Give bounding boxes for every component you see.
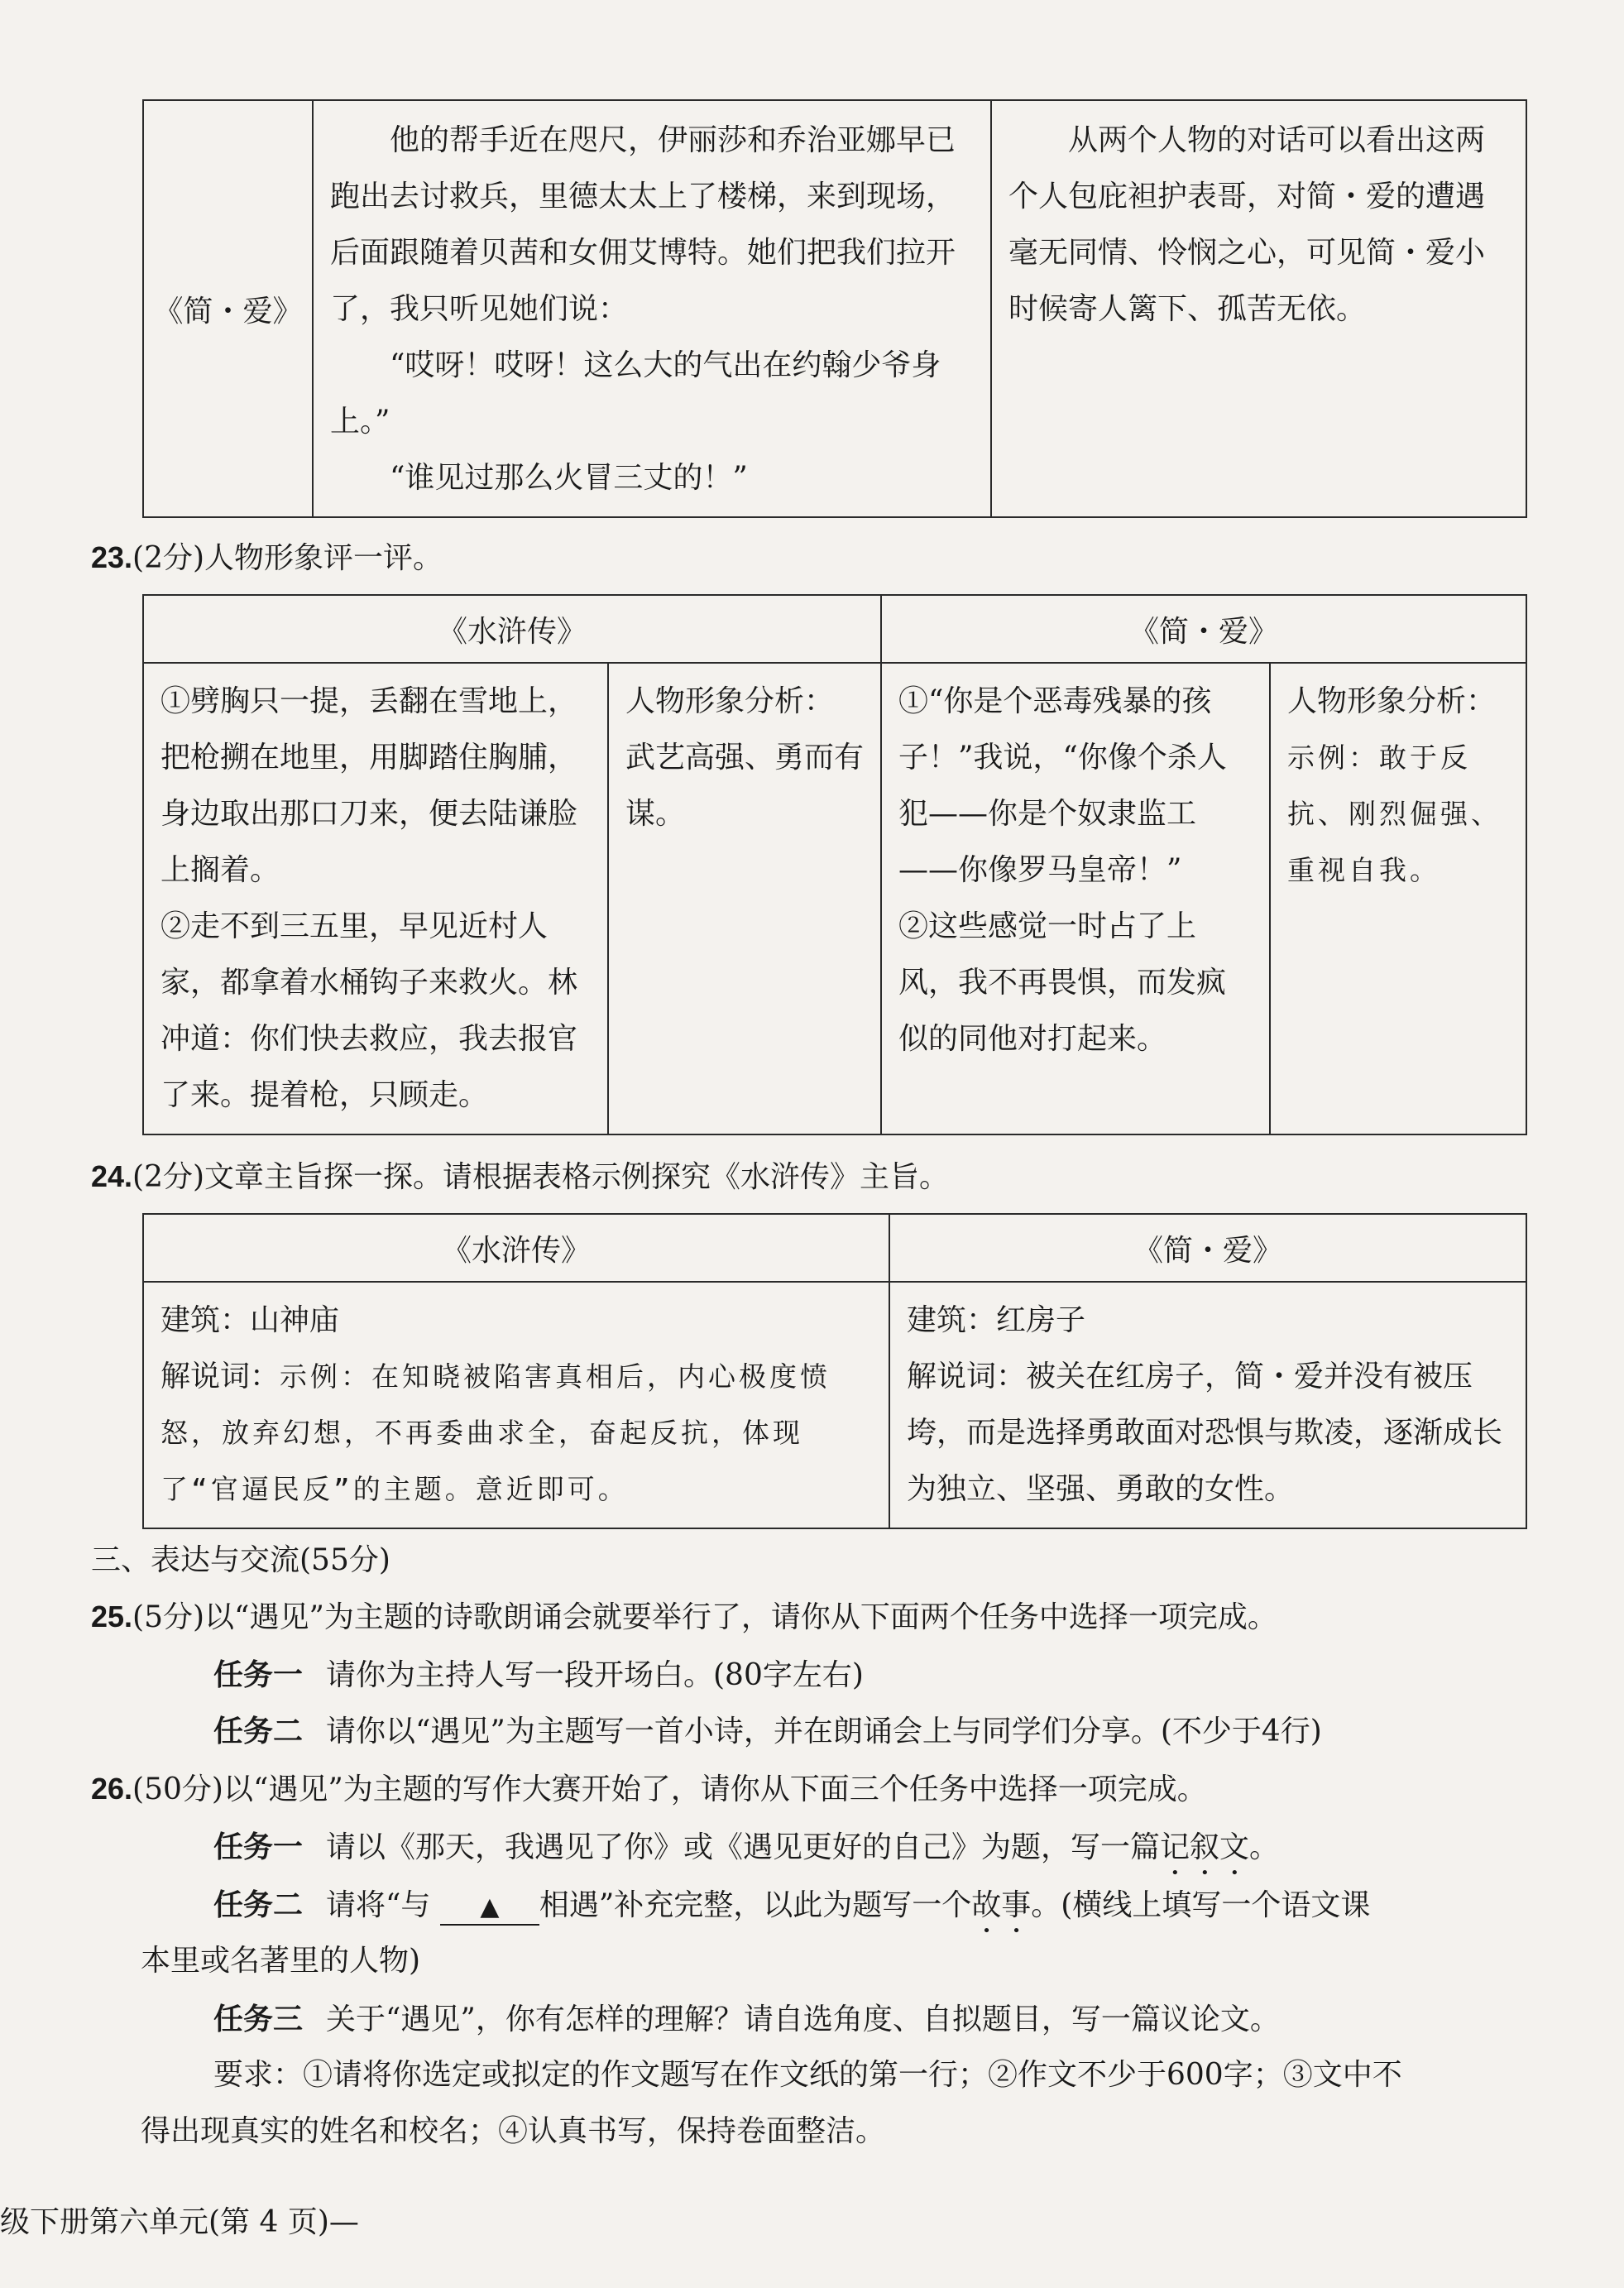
q26-req2: 得出现真实的姓名和校名；④认真书写，保持卷面整洁。: [141, 2114, 886, 2148]
q24-prompt: 24.(2分)文章主旨探一探。请根据表格示例探究《水浒传》主旨。: [91, 1159, 950, 1194]
q25-task2: 任务二 请你以“遇见”为主题写一首小诗，并在朗诵会上与同学们分享。(不少于4行): [213, 1714, 1322, 1748]
excerpt-p3: “谁见过那么火冒三丈的！”: [390, 461, 748, 495]
q24-shz-explain: 解说词：示例：在知晓被陷害真相后，内心极度愤怒，放弃幻想，不再委曲求全，奋起反抗，体现了“官逼民反”的主题。意近即可。: [160, 1360, 831, 1505]
excerpt-p2: “哎呀！哎呀！这么大的气出在约翰少爷身上。”: [330, 348, 941, 439]
fill-blank: [440, 1891, 539, 1926]
q23-shz-analysis-label: 人物形象分析：: [625, 684, 835, 718]
q24-shz-answer: 示例：在知晓被陷害真相后，内心极度愤怒，放弃幻想，不再委曲求全，奋起反抗，体现了“官逼民反”的主题。意近即可。: [160, 1360, 831, 1505]
excerpt-cell: [313, 100, 991, 517]
q23-jane-analysis-label: 人物形象分析：: [1287, 684, 1497, 718]
q23-number: 23.: [91, 540, 133, 574]
q23-shz-analysis: 武艺高强、勇而有谋。: [625, 741, 865, 831]
q25-task1: 任务一 请你为主持人写一段开场白。(80字左右): [213, 1657, 864, 1692]
excerpt-p1: 他的帮手近在咫尺，伊丽莎和乔治亚娜早已跑出去讨救兵，里德太太上了楼梯，来到现场，后面跟随着贝茜和女佣艾博特。她们把我们拉开了，我只听见她们说：: [330, 123, 956, 326]
q24-jane-cell: [889, 1282, 1526, 1528]
q24-shz-cell: [143, 1282, 889, 1528]
q24-table: [142, 1213, 1527, 1529]
q23-shz-p1: ①劈胸只一提，丢翻在雪地上，把枪搠在地里，用脚踏住胸脯，身边取出那口刀来，便去陆谦脸上搁着。: [160, 684, 578, 887]
analysis-text: 从两个人物的对话可以看出这两个人包庇袒护表哥，对简・爱的遭遇毫无同情、怜悯之心，可见简・爱小时候寄人篱下、孤苦无依。: [1008, 123, 1486, 326]
q26-number: 26.: [91, 1772, 133, 1806]
q24-header-shz: 《水浒传》: [143, 1214, 889, 1282]
q23-shz-analysis-cell: [608, 663, 881, 1134]
q23-jane-analysis: 示例：敢于反抗、刚烈倔强、重视自我。: [1287, 741, 1502, 886]
q23-jane-text-cell: [881, 663, 1270, 1134]
q26-task1: 任务一 请以《那天，我遇见了你》或《遇见更好的自己》为题，写一篇记叙文。: [213, 1830, 1280, 1864]
q24-number: 24.: [91, 1159, 133, 1193]
page-footer: 级下册第六单元(第 4 页)—: [0, 2205, 359, 2239]
q26-task3: 任务三 关于“遇见”，你有怎样的理解？请自选角度、自拟题目，写一篇议论文。: [213, 2002, 1280, 2036]
triangle-icon: ▲: [480, 1892, 500, 1921]
q26-task2: 任务二 请将“与 ▲ 相遇”补充完整，以此为题写一个故事。(横线上填写一个语文课: [213, 1885, 1370, 1940]
q23-jane-analysis-cell: [1270, 663, 1526, 1134]
q26-task2-cont: 本里或名著里的人物): [141, 1944, 421, 1978]
q25-prompt: 25.(5分)以“遇见”为主题的诗歌朗诵会就要举行了，请你从下面两个任务中选择一项完成。: [91, 1600, 1277, 1634]
q23-table: [142, 594, 1527, 1135]
q23-header-shz: 《水浒传》: [143, 595, 881, 663]
q23-shz-p2: ②走不到三五里，早见近村人家，都拿着水桶钩子来救火。林冲道：你们快去救应，我去报官了来。提着枪，只顾走。: [160, 909, 578, 1112]
q24-jane-building: 建筑：红房子: [907, 1303, 1086, 1337]
excerpt-table: [142, 99, 1527, 518]
q23-shz-text-cell: [143, 663, 608, 1134]
section3-heading: 三、表达与交流(55分): [91, 1543, 390, 1577]
q26-prompt: 26.(50分)以“遇见”为主题的写作大赛开始了，请你从下面三个任务中选择一项完成。: [91, 1772, 1207, 1806]
analysis-cell: [991, 100, 1526, 517]
q24-shz-building: 建筑：山神庙: [160, 1303, 340, 1337]
book-title: 《简・爱》: [153, 294, 303, 329]
q23-header-jane: 《简・爱》: [881, 595, 1526, 663]
q23-jane-p1: ①“你是个恶毒残暴的孩子！”我说，“你像个杀人犯——你是个奴隶监工——你像罗马皇帝！”: [898, 684, 1227, 887]
q23-jane-p2: ②这些感觉一时占了上风，我不再畏惧，而发疯似的同他对打起来。: [898, 909, 1227, 1056]
q24-header-jane: 《简・爱》: [889, 1214, 1526, 1282]
q26-req1: 要求：①请将你选定或拟定的作文题写在作文纸的第一行；②作文不少于600字；③文中不: [213, 2058, 1402, 2092]
book-title-cell: [143, 100, 313, 517]
q23-prompt: 23.(2分)人物形象评一评。: [91, 540, 443, 575]
q25-number: 25.: [91, 1600, 133, 1633]
q24-jane-explain: 解说词：被关在红房子，简・爱并没有被压垮，而是选择勇敢面对恐惧与欺凌，逐渐成长为独立、坚强、勇敢的女性。: [907, 1360, 1503, 1506]
